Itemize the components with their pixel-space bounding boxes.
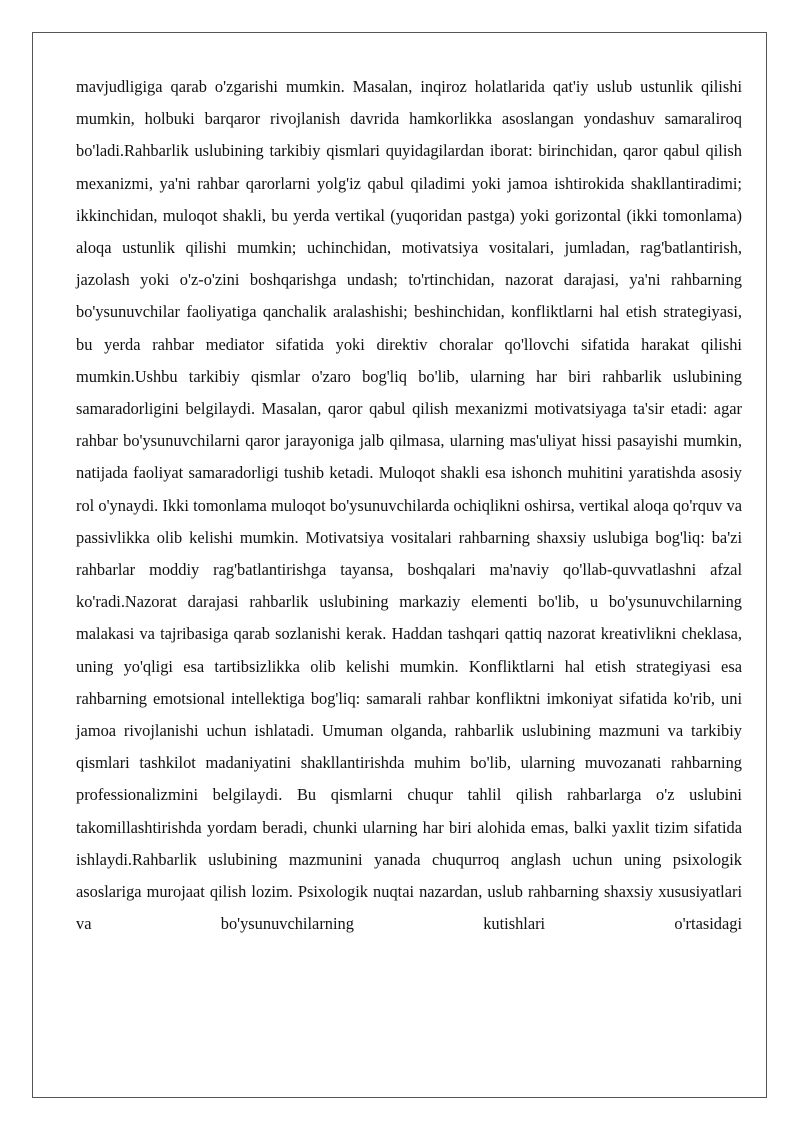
body-paragraph: mavjudligiga qarab o'zgarishi mumkin. Masalan, inqiroz holatlarida qat'iy uslub ustunlik qilishi mumkin, holbuki barqaror rivojlanish davrida hamkorlikka asoslangan yondashuv samaraliroq bo'ladi.Rahbarlik uslubining tarkibiy qismlari quyidagilardan iborat: birinchidan, qaror qabul qilish mexanizmi, ya'ni rahbar qarorlarni yolg'iz qabul qiladimi yoki jamoa ishtirokida shakllantiradimi; ikkinchidan, muloqot shakli, bu yerda vertikal (yuqoridan pastga) yoki gorizontal (ikki tomonlama) aloqa ustunlik qilishi mumkin; uchinchidan, motivatsiya vositalari, jumladan, rag'batlantirish, jazolash yoki o'z-o'zini boshqarishga undash; to'rtinchidan, nazorat darajasi, ya'ni rahbarning bo'ysunuvchilar faoliyatiga qanchalik aralashishi; beshinchidan, konfliktlarni hal etish strategiyasi, bu yerda rahbar mediator sifatida yoki direktiv choralar qo'llovchi sifatida harakat qilishi mumkin.Ushbu tarkibiy qismlar o'zaro bog'liq bo'lib, ularning har biri rahbarlik uslubining samaradorligini belgilaydi. Masalan, qaror qabul qilish mexanizmi motivatsiyaga ta'sir etadi: agar rahbar bo'ysunuvchilarni qaror jarayoniga jalb qilmasa, ularning mas'uliyat hissi pasayishi mumkin, natijada faoliyat samaradorligi tushib ketadi. Muloqot shakli esa ishonch muhitini yaratishda asosiy rol o'ynaydi. Ikki tomonlama muloqot bo'ysunuvchilarda ochiqlikni oshirsa, vertikal aloqa qo'rquv va passivlikka olib kelishi mumkin. Motivatsiya vositalari rahbarning shaxsiy uslubiga bog'liq: ba'zi rahbarlar moddiy rag'batlantirishga tayansa, boshqalari ma'naviy qo'llab-quvvatlashni afzal ko'radi.Nazorat darajasi rahbarlik uslubining markaziy elementi bo'lib, u bo'ysunuvchilarning malakasi va tajribasiga qarab sozlanishi kerak. Haddan tashqari qattiq nazorat kreativlikni cheklasa, uning yo'qligi esa tartibsizlikka olib kelishi mumkin. Konfliktlarni hal etish strategiyasi esa rahbarning emotsional intellektiga bog'liq: samarali rahbar konfliktni imkoniyat sifatida ko'rib, uni jamoa rivojlanishi uchun ishlatadi. Umuman olganda, rahbarlik uslubining mazmuni va tarkibiy qismlari tashkilot madaniyatini shakllantirishda muhim bo'lib, ularning muvozanati rahbarning professionalizmini belgilaydi. Bu qismlarni chuqur tahlil qilish rahbarlarga o'z uslubini takomillashtirishda yordam beradi, chunki ularning har biri alohida emas, balki yaxlit tizim sifatida ishlaydi.Rahbarlik uslubining mazmunini yanada chuqurroq anglash uchun uning psixologik asoslariga murojaat qilish lozim. Psixologik nuqtai nazardan, uslub rahbarning shaxsiy xususiyatlari va bo'ysunuvchilarning kutishlari o'rtasidagi [76,77,742,934]
